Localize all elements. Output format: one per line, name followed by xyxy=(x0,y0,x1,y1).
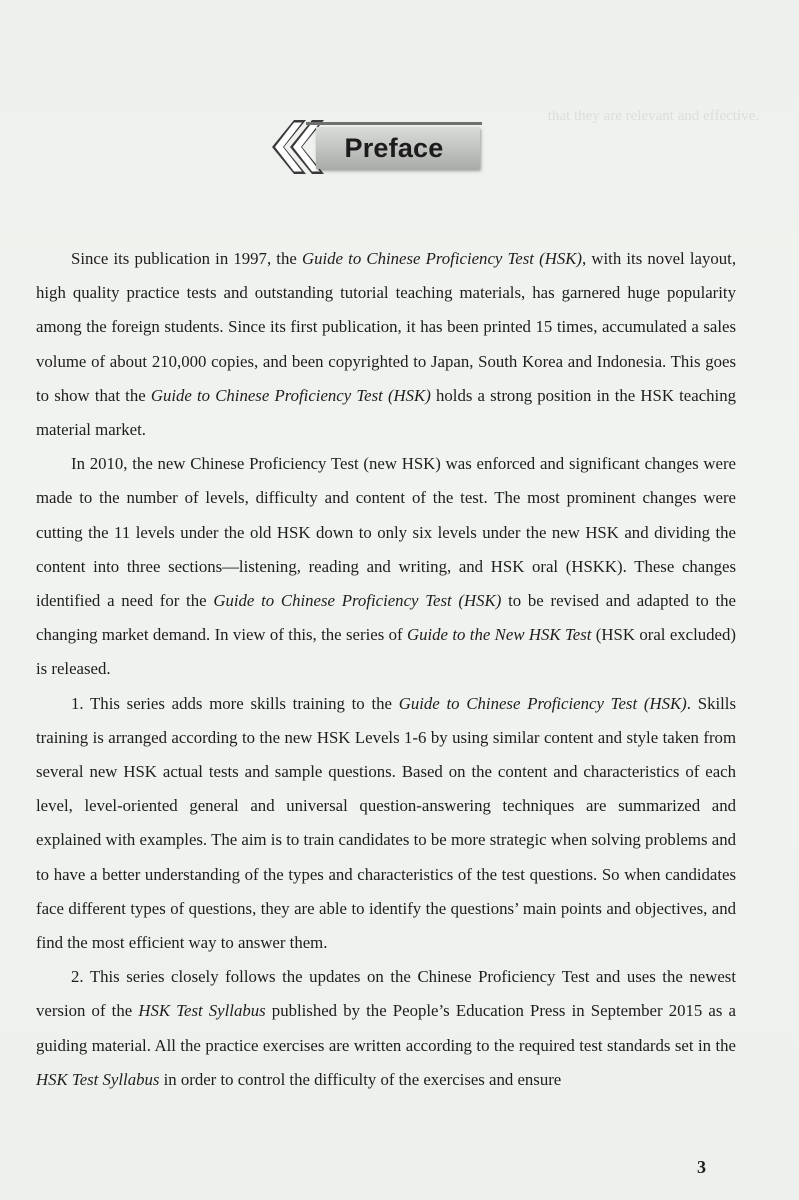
paragraph-point-1 xyxy=(36,687,736,961)
show-through-text: that they are relevant and effective. xyxy=(547,108,759,124)
text-run: to be revised and adapted to the changing market demand. In view of this, the series of xyxy=(36,591,736,645)
book-title-italic: Guide to Chinese Proficiency Test (HSK) xyxy=(213,591,502,611)
page-title: Preface xyxy=(344,132,444,163)
preface-header xyxy=(272,120,482,174)
book-title-italic: Guide to Chinese Proficiency Test (HSK) xyxy=(150,385,431,405)
text-run: (HSK oral excluded) is released. xyxy=(36,625,736,679)
book-title-italic: Guide to Chinese Proficiency Test (HSK) xyxy=(301,249,583,268)
text-run: In 2010, the new Chinese Proficiency Test (new HSK) was enforced and significant changes were made to the number of levels, difficulty and content of the test. The most prominent changes were cutting the 11 levels under the old HSK down to only six levels under the new HSK and dividing the content into three sections—listening, reading and writing, and HSK oral (HSKK). These changes identified a need for the xyxy=(36,454,736,611)
book-title-italic: HSK Test Syllabus xyxy=(36,1069,160,1089)
text-run: 2. This series closely follows the updates on the Chinese Proficiency Test and uses the newest version of the xyxy=(36,967,736,1021)
body-text xyxy=(36,242,736,1097)
title-box xyxy=(316,127,480,169)
page-number: 3 xyxy=(697,1157,706,1177)
paragraph-new-hsk xyxy=(36,447,736,686)
text-run: , with its novel layout, high quality practice tests and outstanding tutorial teaching materials, has garnered huge popularity among the foreign students. Since its first publication, it has been printed 15 times, accumulated a sales volume of about 210,000 copies, and been copyrighted to Japan, South Korea and Indonesia. This goes to show that the xyxy=(36,249,737,405)
text-run: Since its publication in 1997, the xyxy=(71,249,302,268)
book-title-italic: Guide to Chinese Proficiency Test (HSK) xyxy=(398,693,687,713)
text-run: published by the People’s Education Press in September 2015 as a guiding material. All the practice exercises are written according to the required test standards set in the xyxy=(36,1001,736,1055)
text-run: holds a strong position in the HSK teaching material market. xyxy=(36,385,736,440)
book-title-italic: HSK Test Syllabus xyxy=(138,1001,266,1021)
text-run: . Skills training is arranged according to the new HSK Levels 1-6 by using similar content and style taken from several new HSK actual tests and sample questions. Based on the content and characteristics of each level, level-oriented general and universal question-answering techniques are summarized and explained with examples. The aim is to train candidates to be more strategic when solving problems and to have a better understanding of the types and characteristics of the test questions. So when candidates face different types of questions, they are able to identify the questions’ main points and objectives, and find the most efficient way to answer them. xyxy=(36,693,736,953)
paragraph-intro xyxy=(36,242,736,447)
book-title-italic: Guide to the New HSK Test xyxy=(406,625,592,645)
paragraph-point-2 xyxy=(36,960,736,1097)
text-run: in order to control the difficulty of the exercises and ensure xyxy=(159,1069,562,1089)
text-run: 1. This series adds more skills training to the xyxy=(71,693,399,713)
